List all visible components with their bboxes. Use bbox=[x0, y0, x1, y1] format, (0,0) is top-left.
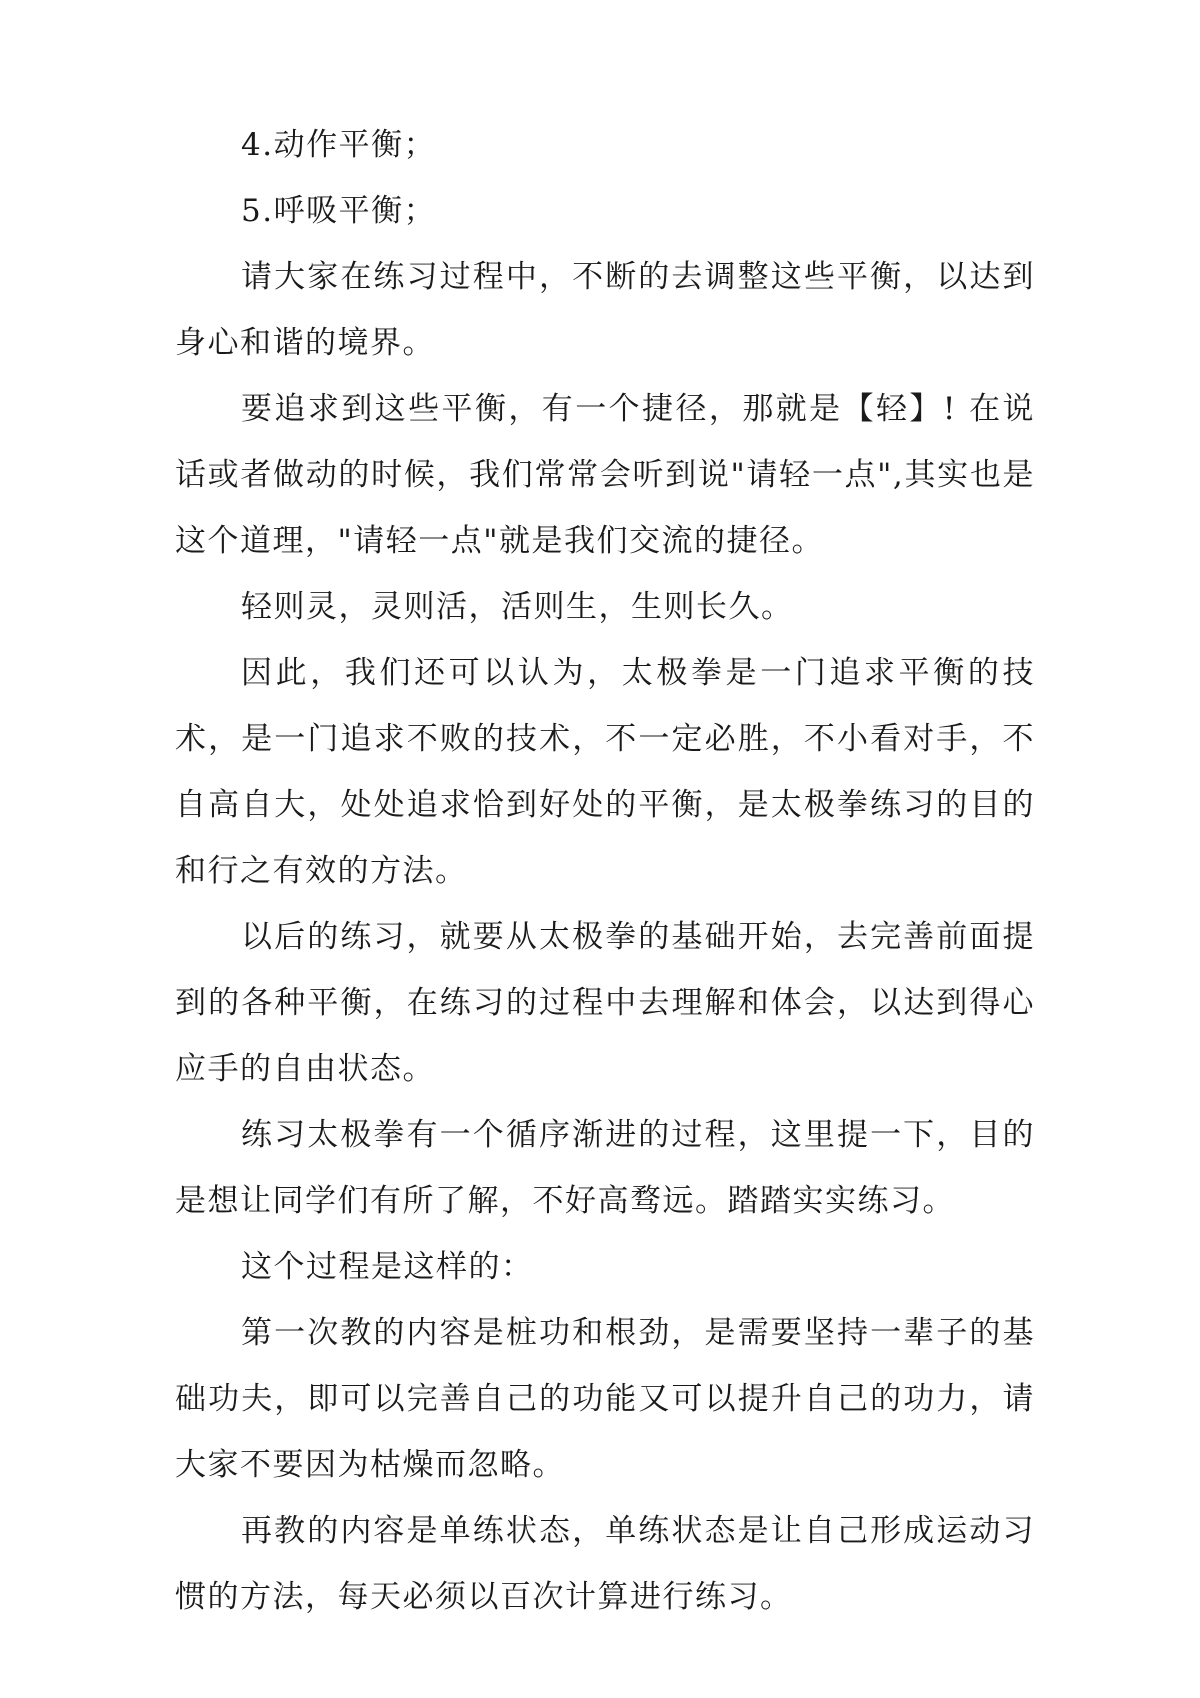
paragraph-adjust-balance: 请大家在练习过程中，不断的去调整这些平衡，以达到身心和谐的境界。 bbox=[175, 259, 1035, 361]
paragraph-lightness: 要追求到这些平衡，有一个捷径，那就是【轻】! 在说话或者做动的时候，我们常常会听到说"请轻一点",其实也是这个道理，"请轻一点"就是我们交流的捷径。 bbox=[175, 391, 1035, 559]
paragraph-taichi-balance: 因此，我们还可以认为，太极拳是一门追求平衡的技术，是一门追求不败的技术，不一定必胜，不小看对手，不自高自大，处处追求恰到好处的平衡，是太极拳练习的目的和行之有效的方法。 bbox=[175, 655, 1035, 889]
paragraph-balance-5: 5.呼吸平衡； bbox=[241, 193, 437, 229]
paragraph-first-lesson: 第一次教的内容是桩功和根劲，是需要坚持一辈子的基础功夫，即可以完善自己的功能又可以提升自己的功力，请大家不要因为枯燥而忽略。 bbox=[175, 1315, 1035, 1483]
paragraph-balance-4: 4.动作平衡； bbox=[241, 127, 437, 163]
paragraph-future-practice: 以后的练习，就要从太极拳的基础开始，去完善前面提到的各种平衡，在练习的过程中去理解和体会，以达到得心应手的自由状态。 bbox=[175, 919, 1035, 1087]
paragraph-second-lesson: 再教的内容是单练状态，单练状态是让自己形成运动习惯的方法，每天必须以百次计算进行练习。 bbox=[175, 1513, 1035, 1615]
paragraph-gradual-process: 练习太极拳有一个循序渐进的过程，这里提一下，目的是想让同学们有所了解，不好高骛远。踏踏实实练习。 bbox=[175, 1117, 1035, 1219]
paragraph-process-intro: 这个过程是这样的： bbox=[241, 1249, 534, 1285]
document-body bbox=[175, 112, 1035, 1630]
paragraph-light-saying: 轻则灵，灵则活，活则生，生则长久。 bbox=[241, 589, 794, 625]
